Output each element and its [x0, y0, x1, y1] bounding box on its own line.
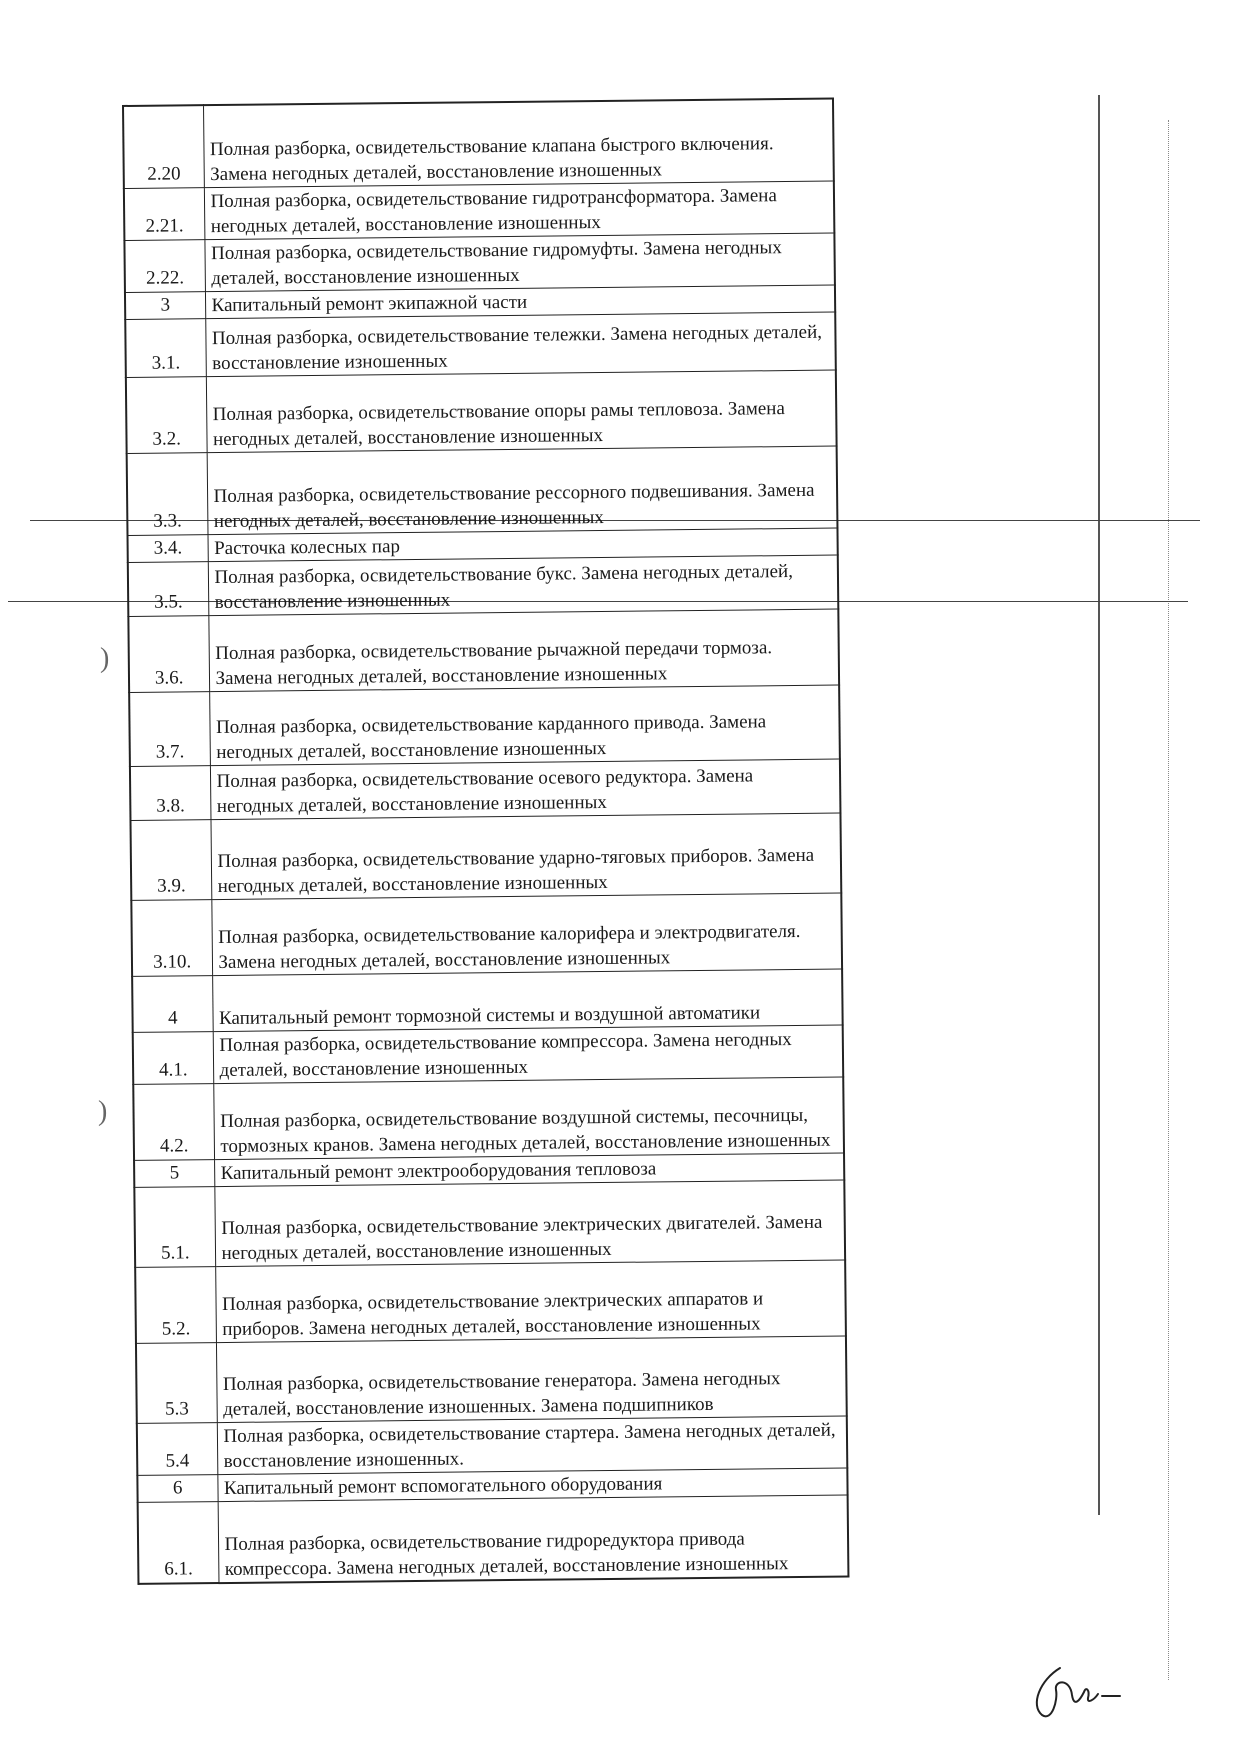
- row-description: Полная разборка, освидетельствование электрических двигателей. Замена негодных деталей, восстановление изношенных: [214, 1179, 845, 1266]
- table-row: [138, 1494, 849, 1583]
- row-number: 3.5.: [128, 561, 209, 616]
- signature-image: [1030, 1660, 1130, 1730]
- row-description: Расточка колесных пар: [207, 528, 837, 562]
- row-description: Капитальный ремонт экипажной части: [205, 285, 835, 319]
- table-row: [124, 233, 835, 292]
- row-number: 6: [137, 1474, 217, 1502]
- row-number: 3.6.: [128, 615, 209, 692]
- table-row: [123, 99, 834, 188]
- table-row: [128, 555, 839, 616]
- works-table-body: [123, 99, 848, 1584]
- row-number: 3.2.: [126, 376, 207, 453]
- hole-punch-mark: ): [100, 643, 110, 674]
- row-description: Полная разборка, освидетельствование опоры рамы тепловоза. Замена негодных деталей, восстановление изношенных: [206, 370, 837, 453]
- row-number: 5.4: [137, 1422, 218, 1475]
- table-row: [130, 813, 841, 900]
- table-row: [125, 312, 836, 377]
- row-description: Капитальный ремонт электрооборудования тепловоза: [214, 1152, 844, 1186]
- works-table: [122, 98, 849, 1585]
- row-number: 3.9.: [130, 819, 211, 900]
- row-description: Капитальный ремонт вспомогательного оборудования: [217, 1467, 847, 1501]
- row-number: 3.8.: [130, 765, 211, 820]
- row-description: Полная разборка, освидетельствование клапана быстрого включения. Замена негодных деталей, восстановление изношенных: [203, 99, 834, 188]
- row-number: 4: [132, 975, 213, 1032]
- table-row: [126, 370, 837, 453]
- row-number: 2.20: [123, 105, 204, 188]
- row-description: Капитальный ремонт тормозной системы и воздушной автоматики: [212, 969, 843, 1032]
- table-row: [127, 446, 838, 535]
- row-description: Полная разборка, освидетельствование гидромуфты. Замена негодных деталей, восстановление изношенных: [204, 233, 835, 292]
- row-description: Полная разборка, освидетельствование тележки. Замена негодных деталей, восстановление изношенных: [205, 312, 836, 377]
- row-description: Полная разборка, освидетельствование генератора. Замена негодных деталей, восстановление изношенных. Замена подшипников: [216, 1335, 847, 1422]
- row-number: 3.7.: [129, 691, 210, 766]
- row-number: 5: [134, 1159, 214, 1187]
- table-row: [136, 1335, 847, 1422]
- row-description: Полная разборка, освидетельствование калорифера и электродвигателя. Замена негодных деталей, восстановление изношенных: [211, 893, 842, 976]
- table-row: [135, 1259, 846, 1342]
- row-description: Полная разборка, освидетельствование гидроредуктора привода компрессора. Замена негодных деталей, восстановление изношенных: [218, 1494, 849, 1583]
- row-number: 3.3.: [127, 452, 208, 535]
- row-description: Полная разборка, освидетельствование электрических аппаратов и приборов. Замена негодных деталей, восстановление изношенных: [215, 1259, 846, 1342]
- scan-dotted-edge: [1168, 120, 1170, 1680]
- row-number: 3.4.: [128, 534, 208, 562]
- row-number: 5.1.: [134, 1186, 215, 1267]
- table-row: [132, 969, 843, 1032]
- table-row: [134, 1179, 845, 1266]
- table-row: [133, 1077, 844, 1160]
- row-description: Полная разборка, освидетельствование воздушной системы, песочницы, тормозных кранов. Замена негодных деталей, восстановление изношенных: [213, 1077, 844, 1160]
- row-description: Полная разборка, освидетельствование карданного привода. Замена негодных деталей, восстановление изношенных: [209, 685, 840, 766]
- table-row: [130, 759, 841, 820]
- row-number: 5.2.: [135, 1266, 216, 1343]
- row-description: Полная разборка, освидетельствование гидротрансформатора. Замена негодных деталей, восстановление изношенных: [204, 181, 835, 240]
- row-description: Полная разборка, освидетельствование букс. Замена негодных деталей, восстановление изношенных: [208, 555, 839, 616]
- hole-punch-mark: ): [98, 1096, 108, 1127]
- row-number: 3: [125, 291, 205, 319]
- table-row: [137, 1415, 848, 1474]
- works-table-container: [122, 98, 847, 1585]
- row-description: Полная разборка, освидетельствование компрессора. Замена негодных деталей, восстановление изношенных: [213, 1025, 844, 1084]
- row-number: 5.3: [136, 1342, 217, 1423]
- table-row: [124, 181, 835, 240]
- row-number: 3.10.: [131, 899, 212, 976]
- table-row: [131, 893, 842, 976]
- row-description: Полная разборка, освидетельствование ударно-тяговых приборов. Замена негодных деталей, восстановление изношенных: [210, 813, 841, 900]
- row-number: 4.2.: [133, 1083, 214, 1160]
- table-row: [133, 1025, 844, 1084]
- table-row: [129, 685, 840, 766]
- table-row: [128, 609, 839, 692]
- row-description: Полная разборка, освидетельствование осевого редуктора. Замена негодных деталей, восстановление изношенных: [210, 759, 841, 820]
- row-number: 3.1.: [125, 318, 206, 377]
- row-number: 4.1.: [133, 1031, 214, 1084]
- row-number: 2.21.: [124, 187, 205, 240]
- scan-edge-line: [1098, 95, 1100, 1515]
- row-number: 6.1.: [138, 1501, 219, 1584]
- row-description: Полная разборка, освидетельствование рессорного подвешивания. Замена негодных деталей, восстановление изношенных: [207, 446, 838, 535]
- row-number: 2.22.: [124, 239, 205, 292]
- row-description: Полная разборка, освидетельствование рычажной передачи тормоза. Замена негодных деталей, восстановление изношенных: [208, 609, 839, 692]
- row-description: Полная разборка, освидетельствование стартера. Замена негодных деталей, восстановление изношенных.: [217, 1415, 848, 1474]
